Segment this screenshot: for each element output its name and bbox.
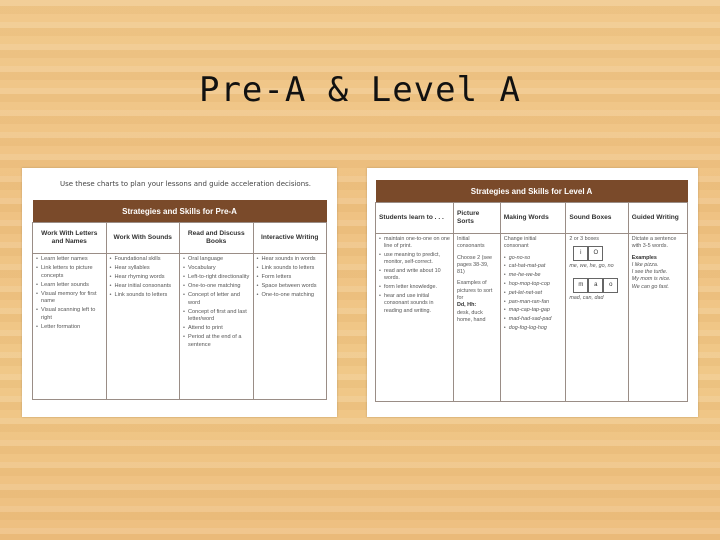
list-item: • Learn letter sounds	[36, 282, 103, 290]
list-item: • Vocabulary	[183, 265, 250, 273]
list-item: • Form letters	[257, 274, 324, 282]
list-item: • Concept of first and last letter/word	[183, 309, 250, 324]
pre-a-intro-text: Use these charts to plan your lessons and guide acceleration decisions.	[60, 180, 311, 188]
picture-sorts-cell	[454, 234, 501, 402]
list-item: • Period at the end of a sentence	[183, 334, 250, 349]
pre-a-skills-table	[32, 200, 327, 400]
sound-boxes-words: me, we, he, go, no	[569, 263, 614, 270]
list-item: • pan-man-ran-fan	[504, 299, 563, 306]
list-item: • cat-hat-mat-pat	[504, 263, 563, 270]
sound-box: O	[588, 246, 603, 261]
column-heading: Sound Boxes	[566, 203, 628, 234]
list-item: • Learn letter names	[36, 256, 103, 264]
list-item: • Attend to print	[183, 325, 250, 333]
pre-a-chart-panel	[22, 168, 337, 417]
example-sentence: My mom is nice.	[631, 276, 671, 283]
list-item: • map-cap-tap-gap	[504, 307, 563, 314]
picture-sorts-text: Choose 2 (see pages 38-39, 81)	[457, 254, 493, 276]
list-item: • Visual scanning left to right	[36, 307, 103, 322]
pre-a-table-header: Strategies and Skills for Pre-A	[33, 200, 327, 223]
column-heading: Interactive Writing	[253, 223, 327, 254]
interactive-writing-cell	[253, 254, 327, 400]
list-item: • form letter knowledge.	[379, 284, 450, 291]
list-item: • hear and use initial consonant sounds in reading and writing.	[379, 293, 450, 315]
picture-sorts-words: desk, duck home, hand	[457, 309, 486, 323]
sound-box: o	[603, 278, 618, 293]
list-item: • Hear initial consonants	[110, 283, 177, 291]
list-item: • Oral language	[183, 256, 250, 264]
column-heading: Making Words	[500, 203, 566, 234]
list-item: • Left-to-right directionality	[183, 274, 250, 282]
sound-box: m	[573, 278, 588, 293]
list-item: • Concept of letter and word	[183, 292, 250, 307]
list-item: • read and write about 10 words.	[379, 268, 450, 283]
sound-boxes-cell	[566, 234, 628, 402]
guided-writing-text: Dictate a sentence with 3-5 words.	[631, 236, 677, 250]
three-sound-boxes	[573, 278, 624, 293]
list-item: • One-to-one matching	[183, 283, 250, 291]
list-item: • One-to-one matching	[257, 292, 324, 300]
list-item: • hop-mop-top-cop	[504, 281, 563, 288]
slide-title: Pre-A & Level A	[198, 70, 522, 110]
list-item: • dog-fog-log-hog	[504, 325, 563, 332]
sounds-cell	[106, 254, 180, 400]
picture-sorts-text: Examples of pictures to sort for	[457, 280, 493, 302]
sound-boxes-text: 2 or 3 boxes	[569, 236, 599, 242]
list-item: • Space between words	[257, 283, 324, 291]
level-a-table-header: Strategies and Skills for Level A	[376, 180, 688, 203]
picture-sorts-letters: Dd, Hh:	[457, 302, 477, 309]
picture-sorts-text: Initial consonants	[457, 236, 485, 250]
list-item: • Hear syllables	[110, 265, 177, 273]
sound-boxes-words: mad, can, dad	[569, 294, 604, 301]
column-heading: Students learn to . . .	[376, 203, 454, 234]
list-item: • mad-had-sad-pad	[504, 316, 563, 323]
guided-writing-cell	[628, 234, 687, 402]
list-item: • Hear rhyming words	[110, 274, 177, 282]
making-words-text: Change initial consonant	[503, 236, 537, 250]
column-heading: Read and Discuss Books	[180, 223, 254, 254]
examples-label: Examples	[631, 254, 657, 261]
learn-to-cell	[376, 234, 454, 402]
list-item: • Foundational skills	[110, 256, 177, 264]
level-a-chart-panel	[367, 168, 698, 417]
list-item: • Hear sounds in words	[257, 256, 324, 264]
list-item: • Link letters to picture concepts	[36, 265, 103, 280]
column-heading: Guided Writing	[628, 203, 687, 234]
list-item: • Link sounds to letters	[257, 265, 324, 273]
letters-names-cell	[33, 254, 107, 400]
sound-box: a	[588, 278, 603, 293]
column-heading: Work With Letters and Names	[33, 223, 107, 254]
list-item: • Letter formation	[36, 324, 103, 332]
column-heading: Picture Sorts	[454, 203, 501, 234]
list-item: • me-he-we-be	[504, 272, 563, 279]
level-a-skills-table	[375, 180, 688, 402]
read-discuss-cell	[180, 254, 254, 400]
list-item: • use meaning to predict, monitor, self-correct.	[379, 252, 450, 267]
sound-box: i	[573, 246, 588, 261]
two-sound-boxes	[573, 246, 624, 261]
column-heading: Work With Sounds	[106, 223, 180, 254]
example-sentence: I like pizza.	[631, 261, 659, 268]
making-words-cell	[500, 234, 566, 402]
list-item: • go-no-so	[504, 255, 563, 262]
list-item: • pet-let-net-set	[504, 290, 563, 297]
example-sentence: I see the turtle.	[631, 269, 668, 276]
list-item: • maintain one-to-one on one line of print.	[379, 236, 450, 251]
list-item: • Link sounds to letters	[110, 292, 177, 300]
list-item: • Visual memory for first name	[36, 291, 103, 306]
example-sentence: We can go fast.	[631, 283, 670, 290]
